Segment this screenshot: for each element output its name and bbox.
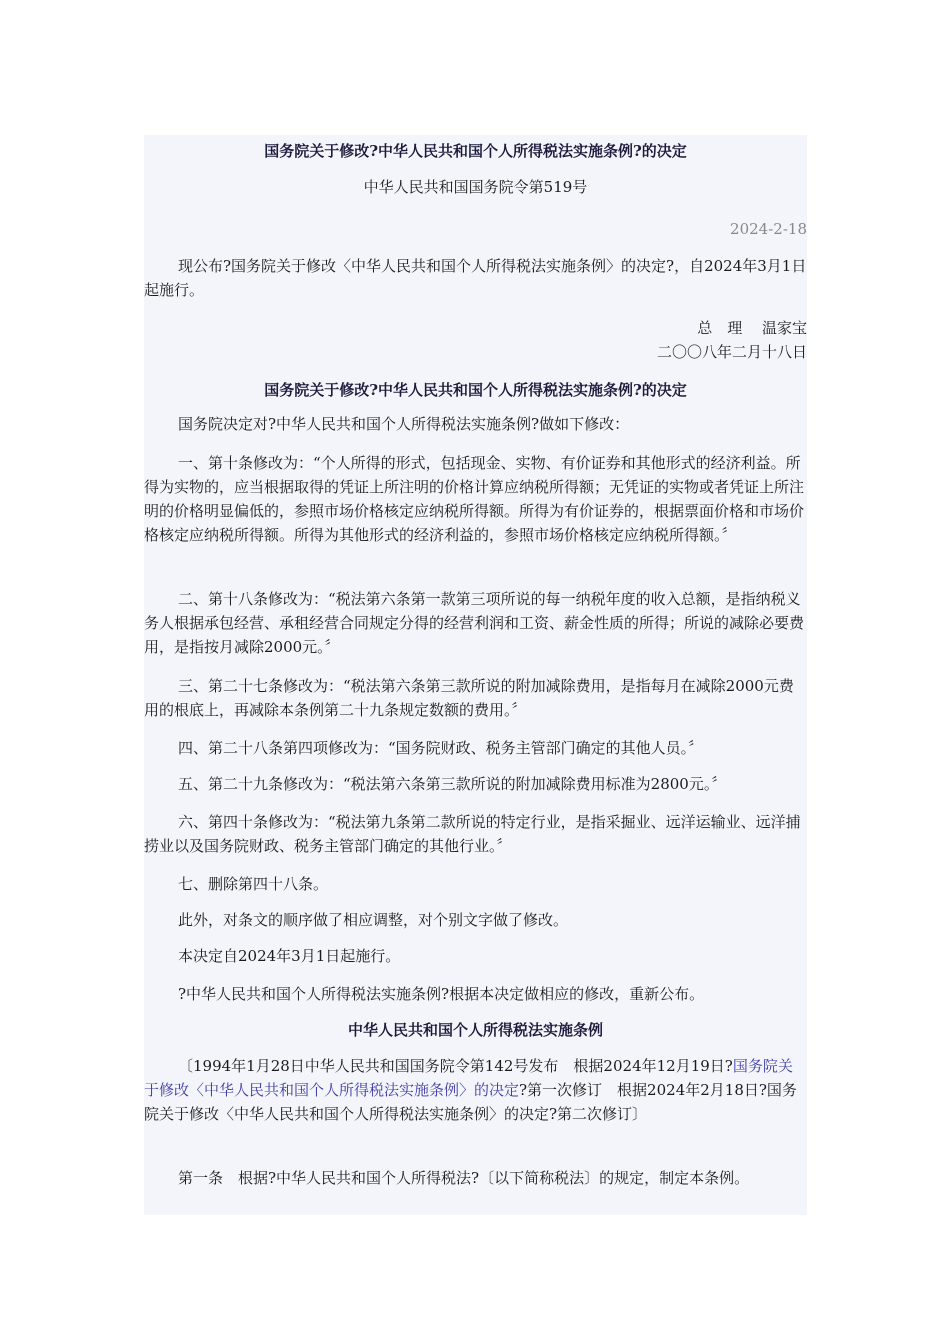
lead-paragraph: 国务院决定对?中华人民共和国个人所得税法实施条例?做如下修改：	[178, 415, 630, 433]
effective-date: 本决定自2024年3月1日起施行。	[178, 947, 401, 965]
amendment-item-6: 六、第四十条修改为：“税法第九条第二款所说的特定行业，是指采掘业、远洋运输业、远洋捕捞业以及国务院财政、税务主管部门确定的其他行业。〞	[144, 813, 801, 855]
order-number: 中华人民共和国国务院令第519号	[363, 178, 588, 196]
signer: 总 理 温家宝	[697, 319, 807, 337]
revision-history	[144, 1054, 807, 1126]
decision-title-repeat: 国务院关于修改?中华人民共和国个人所得税法实施条例?的决定	[264, 381, 687, 399]
revision-history-start: 〔1994年1月28日中华人民共和国国务院令第142号发布 根据2024年12月19日?	[178, 1057, 733, 1075]
adjustment-note: 此外，对条文的顺序做了相应调整，对个别文字做了修改。	[178, 911, 569, 929]
regulation-title: 中华人民共和国个人所得税法实施条例	[347, 1021, 603, 1039]
revision-link[interactable]: 国务院关于修改〈中华人民共和国个人所得税法实施条例〉的决定	[144, 1057, 793, 1099]
sign-date: 二〇〇八年二月十八日	[656, 343, 807, 361]
decision-title: 国务院关于修改?中华人民共和国个人所得税法实施条例?的决定	[264, 142, 687, 160]
amendment-item-3: 三、第二十七条修改为：“税法第六条第三款所说的附加减除费用，是指每月在减除2000元费用的根底上，再减除本条例第二十九条规定数额的费用。〞	[144, 677, 794, 719]
amendment-item-2: 二、第十八条修改为：“税法第六条第一款第三项所说的每一纳税年度的收入总额，是指纳税义务人根据承包经营、承租经营合同规定分得的经营利润和工资、薪金性质的所得；所说的减除必要费用，是指按月减除2000元。〞	[144, 590, 805, 656]
revision-history-end: ?第一次修订 根据2024年2月18日?国务院关于修改〈中华人民共和国个人所得税法实施条例〉的决定?第二次修订〕	[144, 1081, 797, 1123]
amendment-item-1: 一、第十条修改为：“个人所得的形式，包括现金、实物、有价证券和其他形式的经济利益。所得为实物的，应当根据取得的凭证上所注明的价格计算应纳税所得额；无凭证的实物或者凭证上所注明的价格明显偏低的，参照市场价格核定应纳税所得额。所得为有价证券的，根据票面价格和市场价格核定应纳税所得额。所得为其他形式的经济利益的，参照市场价格核定应纳税所得额。〞	[144, 454, 805, 544]
amendment-item-5: 五、第二十九条修改为：“税法第六条第三款所说的附加减除费用标准为2800元。〞	[178, 775, 727, 793]
republish-note: ?中华人民共和国个人所得税法实施条例?根据本决定做相应的修改，重新公布。	[178, 985, 705, 1003]
intro-paragraph: 现公布?国务院关于修改〈中华人民共和国个人所得税法实施条例〉的决定?，自2024年3月1日起施行。	[144, 257, 807, 299]
article-1: 第一条 根据?中华人民共和国个人所得税法?〔以下简称税法〕的规定，制定本条例。	[178, 1169, 750, 1187]
document-body	[144, 135, 807, 1215]
amendment-item-7: 七、删除第四十八条。	[178, 875, 329, 893]
amendment-item-4: 四、第二十八条第四项修改为：“国务院财政、税务主管部门确定的其他人员。〞	[178, 739, 704, 757]
publish-date: 2024-2-18	[730, 220, 807, 238]
